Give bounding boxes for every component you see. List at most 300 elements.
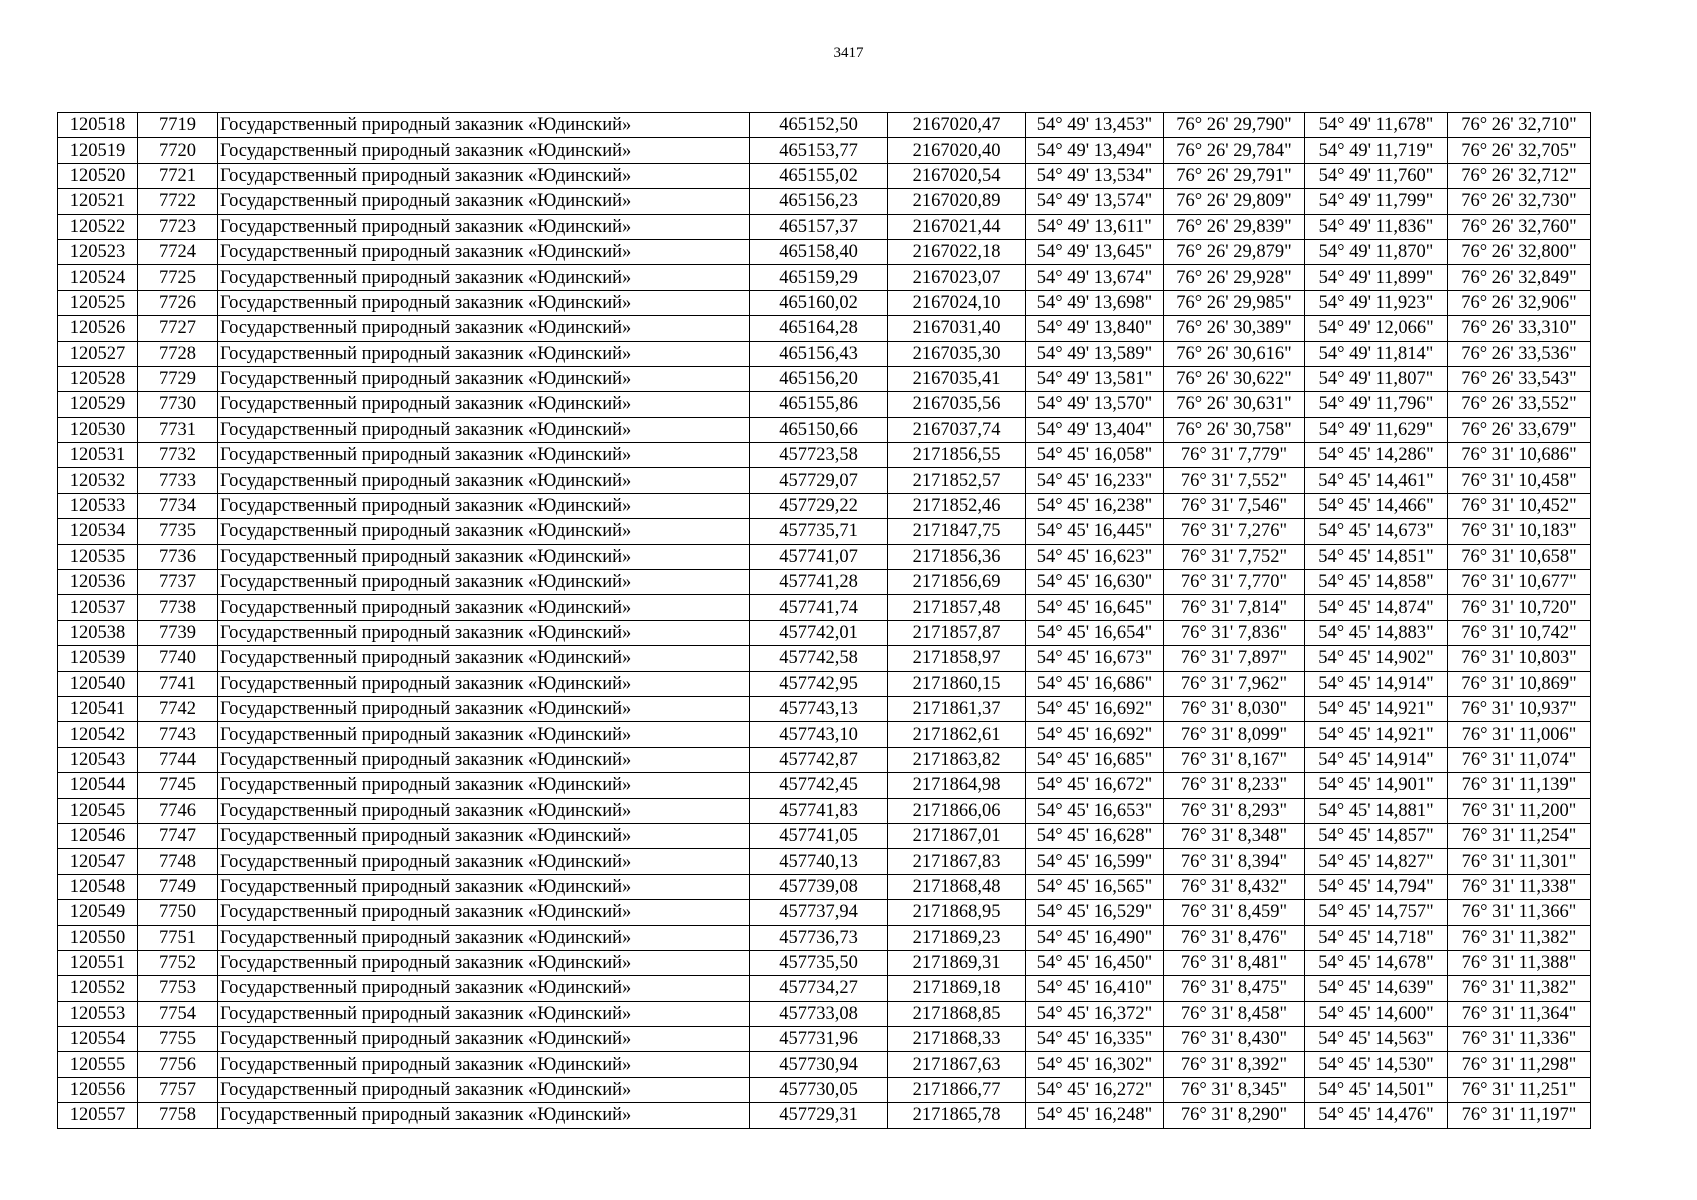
latitude-2-cell: 54° 45' 14,914" [1305, 671, 1448, 696]
x-coordinate-cell: 465155,02 [750, 163, 888, 188]
object-name-cell: Государственный природный заказник «Юдинский» [218, 214, 750, 239]
point-number-cell: 7734 [138, 493, 218, 518]
x-coordinate-cell: 457735,71 [750, 519, 888, 544]
object-name-cell: Государственный природный заказник «Юдинский» [218, 773, 750, 798]
y-coordinate-cell: 2167020,54 [888, 163, 1026, 188]
object-name-cell: Государственный природный заказник «Юдинский» [218, 417, 750, 442]
latitude-2-cell: 54° 45' 14,286" [1305, 443, 1448, 468]
object-name-cell: Государственный природный заказник «Юдинский» [218, 798, 750, 823]
row-number-cell: 120541 [58, 696, 138, 721]
latitude-1-cell: 54° 49' 13,645" [1026, 239, 1164, 264]
y-coordinate-cell: 2167020,89 [888, 189, 1026, 214]
longitude-1-cell: 76° 31' 7,779" [1164, 443, 1305, 468]
latitude-1-cell: 54° 45' 16,628" [1026, 823, 1164, 848]
table-row [58, 239, 1591, 264]
object-name-cell: Государственный природный заказник «Юдинский» [218, 722, 750, 747]
object-name-cell: Государственный природный заказник «Юдинский» [218, 493, 750, 518]
y-coordinate-cell: 2171857,87 [888, 620, 1026, 645]
latitude-1-cell: 54° 49' 13,570" [1026, 392, 1164, 417]
longitude-1-cell: 76° 31' 8,459" [1164, 900, 1305, 925]
longitude-2-cell: 76° 31' 11,366" [1448, 900, 1591, 925]
latitude-1-cell: 54° 45' 16,238" [1026, 493, 1164, 518]
row-number-cell: 120523 [58, 239, 138, 264]
latitude-1-cell: 54° 45' 16,450" [1026, 950, 1164, 975]
x-coordinate-cell: 465159,29 [750, 265, 888, 290]
longitude-2-cell: 76° 26' 33,536" [1448, 341, 1591, 366]
point-number-cell: 7757 [138, 1077, 218, 1102]
y-coordinate-cell: 2167021,44 [888, 214, 1026, 239]
row-number-cell: 120553 [58, 1001, 138, 1026]
point-number-cell: 7725 [138, 265, 218, 290]
object-name-cell: Государственный природный заказник «Юдинский» [218, 595, 750, 620]
table-row [58, 544, 1591, 569]
latitude-2-cell: 54° 45' 14,794" [1305, 874, 1448, 899]
y-coordinate-cell: 2171868,95 [888, 900, 1026, 925]
point-number-cell: 7741 [138, 671, 218, 696]
point-number-cell: 7753 [138, 976, 218, 1001]
longitude-1-cell: 76° 31' 7,770" [1164, 570, 1305, 595]
table-row [58, 798, 1591, 823]
latitude-2-cell: 54° 45' 14,678" [1305, 950, 1448, 975]
longitude-1-cell: 76° 31' 8,348" [1164, 823, 1305, 848]
point-number-cell: 7729 [138, 366, 218, 391]
latitude-2-cell: 54° 49' 11,760" [1305, 163, 1448, 188]
x-coordinate-cell: 465152,50 [750, 113, 888, 138]
object-name-cell: Государственный природный заказник «Юдинский» [218, 671, 750, 696]
latitude-2-cell: 54° 49' 11,814" [1305, 341, 1448, 366]
table-row [58, 646, 1591, 671]
latitude-1-cell: 54° 49' 13,840" [1026, 316, 1164, 341]
y-coordinate-cell: 2167020,40 [888, 138, 1026, 163]
table-row [58, 163, 1591, 188]
page-number: 3417 [833, 45, 864, 61]
object-name-cell: Государственный природный заказник «Юдинский» [218, 1027, 750, 1052]
point-number-cell: 7755 [138, 1027, 218, 1052]
object-name-cell: Государственный природный заказник «Юдинский» [218, 570, 750, 595]
object-name-cell: Государственный природный заказник «Юдинский» [218, 747, 750, 772]
row-number-cell: 120518 [58, 113, 138, 138]
longitude-2-cell: 76° 31' 10,677" [1448, 570, 1591, 595]
longitude-2-cell: 76° 26' 32,705" [1448, 138, 1591, 163]
row-number-cell: 120536 [58, 570, 138, 595]
table-row [58, 265, 1591, 290]
latitude-1-cell: 54° 49' 13,674" [1026, 265, 1164, 290]
y-coordinate-cell: 2171864,98 [888, 773, 1026, 798]
x-coordinate-cell: 457730,05 [750, 1077, 888, 1102]
row-number-cell: 120544 [58, 773, 138, 798]
y-coordinate-cell: 2171869,31 [888, 950, 1026, 975]
longitude-2-cell: 76° 31' 11,139" [1448, 773, 1591, 798]
longitude-1-cell: 76° 31' 7,752" [1164, 544, 1305, 569]
y-coordinate-cell: 2167035,41 [888, 366, 1026, 391]
y-coordinate-cell: 2171867,83 [888, 849, 1026, 874]
object-name-cell: Государственный природный заказник «Юдинский» [218, 163, 750, 188]
longitude-1-cell: 76° 26' 29,928" [1164, 265, 1305, 290]
table-row [58, 976, 1591, 1001]
point-number-cell: 7748 [138, 849, 218, 874]
latitude-1-cell: 54° 45' 16,654" [1026, 620, 1164, 645]
x-coordinate-cell: 457739,08 [750, 874, 888, 899]
x-coordinate-cell: 457729,22 [750, 493, 888, 518]
table-row [58, 392, 1591, 417]
point-number-cell: 7724 [138, 239, 218, 264]
longitude-1-cell: 76° 26' 30,758" [1164, 417, 1305, 442]
x-coordinate-cell: 457741,83 [750, 798, 888, 823]
point-number-cell: 7720 [138, 138, 218, 163]
point-number-cell: 7743 [138, 722, 218, 747]
longitude-2-cell: 76° 31' 11,254" [1448, 823, 1591, 848]
longitude-2-cell: 76° 31' 11,388" [1448, 950, 1591, 975]
longitude-1-cell: 76° 26' 30,631" [1164, 392, 1305, 417]
y-coordinate-cell: 2171860,15 [888, 671, 1026, 696]
object-name-cell: Государственный природный заказник «Юдинский» [218, 849, 750, 874]
row-number-cell: 120545 [58, 798, 138, 823]
longitude-1-cell: 76° 26' 29,790" [1164, 113, 1305, 138]
longitude-2-cell: 76° 26' 33,543" [1448, 366, 1591, 391]
latitude-1-cell: 54° 45' 16,302" [1026, 1052, 1164, 1077]
latitude-2-cell: 54° 49' 11,836" [1305, 214, 1448, 239]
longitude-2-cell: 76° 26' 32,800" [1448, 239, 1591, 264]
object-name-cell: Государственный природный заказник «Юдинский» [218, 392, 750, 417]
x-coordinate-cell: 457736,73 [750, 925, 888, 950]
longitude-2-cell: 76° 31' 11,197" [1448, 1103, 1591, 1128]
x-coordinate-cell: 457741,74 [750, 595, 888, 620]
point-number-cell: 7745 [138, 773, 218, 798]
latitude-1-cell: 54° 45' 16,335" [1026, 1027, 1164, 1052]
object-name-cell: Государственный природный заказник «Юдинский» [218, 341, 750, 366]
row-number-cell: 120520 [58, 163, 138, 188]
object-name-cell: Государственный природный заказник «Юдинский» [218, 544, 750, 569]
y-coordinate-cell: 2167023,07 [888, 265, 1026, 290]
longitude-2-cell: 76° 31' 11,336" [1448, 1027, 1591, 1052]
row-number-cell: 120551 [58, 950, 138, 975]
longitude-2-cell: 76° 26' 32,712" [1448, 163, 1591, 188]
table-row [58, 620, 1591, 645]
point-number-cell: 7754 [138, 1001, 218, 1026]
latitude-2-cell: 54° 45' 14,883" [1305, 620, 1448, 645]
table-row [58, 874, 1591, 899]
table-row [58, 519, 1591, 544]
point-number-cell: 7747 [138, 823, 218, 848]
point-number-cell: 7732 [138, 443, 218, 468]
y-coordinate-cell: 2171847,75 [888, 519, 1026, 544]
longitude-2-cell: 76° 31' 11,338" [1448, 874, 1591, 899]
table-row [58, 1077, 1591, 1102]
table-row [58, 773, 1591, 798]
longitude-2-cell: 76° 31' 10,937" [1448, 696, 1591, 721]
longitude-1-cell: 76° 31' 8,345" [1164, 1077, 1305, 1102]
table-row [58, 1001, 1591, 1026]
longitude-2-cell: 76° 26' 32,730" [1448, 189, 1591, 214]
row-number-cell: 120546 [58, 823, 138, 848]
x-coordinate-cell: 457741,07 [750, 544, 888, 569]
latitude-2-cell: 54° 45' 14,921" [1305, 722, 1448, 747]
longitude-1-cell: 76° 26' 29,791" [1164, 163, 1305, 188]
y-coordinate-cell: 2167035,30 [888, 341, 1026, 366]
latitude-1-cell: 54° 45' 16,565" [1026, 874, 1164, 899]
latitude-1-cell: 54° 49' 13,534" [1026, 163, 1164, 188]
latitude-1-cell: 54° 45' 16,692" [1026, 722, 1164, 747]
point-number-cell: 7728 [138, 341, 218, 366]
y-coordinate-cell: 2171867,01 [888, 823, 1026, 848]
latitude-2-cell: 54° 49' 11,899" [1305, 265, 1448, 290]
longitude-2-cell: 76° 31' 10,686" [1448, 443, 1591, 468]
table-row [58, 493, 1591, 518]
table-row [58, 316, 1591, 341]
point-number-cell: 7752 [138, 950, 218, 975]
y-coordinate-cell: 2171868,33 [888, 1027, 1026, 1052]
y-coordinate-cell: 2171852,46 [888, 493, 1026, 518]
object-name-cell: Государственный природный заказник «Юдинский» [218, 113, 750, 138]
point-number-cell: 7739 [138, 620, 218, 645]
latitude-1-cell: 54° 45' 16,248" [1026, 1103, 1164, 1128]
latitude-2-cell: 54° 49' 11,629" [1305, 417, 1448, 442]
longitude-2-cell: 76° 31' 11,200" [1448, 798, 1591, 823]
longitude-2-cell: 76° 26' 32,710" [1448, 113, 1591, 138]
x-coordinate-cell: 465160,02 [750, 290, 888, 315]
y-coordinate-cell: 2167022,18 [888, 239, 1026, 264]
object-name-cell: Государственный природный заказник «Юдинский» [218, 646, 750, 671]
row-number-cell: 120557 [58, 1103, 138, 1128]
x-coordinate-cell: 457741,28 [750, 570, 888, 595]
latitude-1-cell: 54° 45' 16,692" [1026, 696, 1164, 721]
table-row [58, 189, 1591, 214]
y-coordinate-cell: 2171858,97 [888, 646, 1026, 671]
row-number-cell: 120522 [58, 214, 138, 239]
longitude-2-cell: 76° 31' 10,720" [1448, 595, 1591, 620]
row-number-cell: 120537 [58, 595, 138, 620]
latitude-2-cell: 54° 45' 14,639" [1305, 976, 1448, 1001]
y-coordinate-cell: 2171868,85 [888, 1001, 1026, 1026]
x-coordinate-cell: 457743,13 [750, 696, 888, 721]
latitude-1-cell: 54° 49' 13,404" [1026, 417, 1164, 442]
table-row [58, 468, 1591, 493]
row-number-cell: 120528 [58, 366, 138, 391]
longitude-1-cell: 76° 31' 7,276" [1164, 519, 1305, 544]
x-coordinate-cell: 457743,10 [750, 722, 888, 747]
latitude-2-cell: 54° 49' 11,799" [1305, 189, 1448, 214]
latitude-1-cell: 54° 45' 16,653" [1026, 798, 1164, 823]
row-number-cell: 120554 [58, 1027, 138, 1052]
longitude-2-cell: 76° 31' 11,382" [1448, 976, 1591, 1001]
longitude-1-cell: 76° 31' 8,430" [1164, 1027, 1305, 1052]
x-coordinate-cell: 465150,66 [750, 417, 888, 442]
longitude-1-cell: 76° 31' 8,481" [1164, 950, 1305, 975]
longitude-2-cell: 76° 26' 32,906" [1448, 290, 1591, 315]
latitude-2-cell: 54° 45' 14,530" [1305, 1052, 1448, 1077]
table-row [58, 671, 1591, 696]
table-row [58, 417, 1591, 442]
x-coordinate-cell: 457729,07 [750, 468, 888, 493]
x-coordinate-cell: 457742,58 [750, 646, 888, 671]
latitude-2-cell: 54° 45' 14,914" [1305, 747, 1448, 772]
y-coordinate-cell: 2171869,23 [888, 925, 1026, 950]
longitude-2-cell: 76° 31' 11,251" [1448, 1077, 1591, 1102]
latitude-1-cell: 54° 45' 16,529" [1026, 900, 1164, 925]
point-number-cell: 7758 [138, 1103, 218, 1128]
row-number-cell: 120540 [58, 671, 138, 696]
row-number-cell: 120526 [58, 316, 138, 341]
table-row [58, 823, 1591, 848]
table-row [58, 443, 1591, 468]
point-number-cell: 7756 [138, 1052, 218, 1077]
latitude-1-cell: 54° 45' 16,685" [1026, 747, 1164, 772]
y-coordinate-cell: 2171868,48 [888, 874, 1026, 899]
x-coordinate-cell: 457742,01 [750, 620, 888, 645]
latitude-2-cell: 54° 45' 14,857" [1305, 823, 1448, 848]
longitude-1-cell: 76° 31' 8,458" [1164, 1001, 1305, 1026]
table-row [58, 341, 1591, 366]
latitude-2-cell: 54° 49' 11,923" [1305, 290, 1448, 315]
object-name-cell: Государственный природный заказник «Юдинский» [218, 1052, 750, 1077]
latitude-2-cell: 54° 49' 12,066" [1305, 316, 1448, 341]
object-name-cell: Государственный природный заказник «Юдинский» [218, 900, 750, 925]
latitude-1-cell: 54° 49' 13,589" [1026, 341, 1164, 366]
y-coordinate-cell: 2167020,47 [888, 113, 1026, 138]
latitude-2-cell: 54° 45' 14,902" [1305, 646, 1448, 671]
latitude-1-cell: 54° 49' 13,698" [1026, 290, 1164, 315]
y-coordinate-cell: 2171856,55 [888, 443, 1026, 468]
object-name-cell: Государственный природный заказник «Юдинский» [218, 443, 750, 468]
object-name-cell: Государственный природный заказник «Юдинский» [218, 976, 750, 1001]
longitude-1-cell: 76° 31' 8,167" [1164, 747, 1305, 772]
latitude-1-cell: 54° 45' 16,645" [1026, 595, 1164, 620]
x-coordinate-cell: 465164,28 [750, 316, 888, 341]
row-number-cell: 120538 [58, 620, 138, 645]
x-coordinate-cell: 465155,86 [750, 392, 888, 417]
row-number-cell: 120519 [58, 138, 138, 163]
longitude-2-cell: 76° 31' 10,869" [1448, 671, 1591, 696]
table-row [58, 214, 1591, 239]
table-row [58, 366, 1591, 391]
longitude-1-cell: 76° 26' 30,616" [1164, 341, 1305, 366]
object-name-cell: Государственный природный заказник «Юдинский» [218, 1001, 750, 1026]
longitude-2-cell: 76° 31' 11,006" [1448, 722, 1591, 747]
object-name-cell: Государственный природный заказник «Юдинский» [218, 950, 750, 975]
point-number-cell: 7735 [138, 519, 218, 544]
longitude-2-cell: 76° 31' 11,364" [1448, 1001, 1591, 1026]
row-number-cell: 120542 [58, 722, 138, 747]
object-name-cell: Государственный природный заказник «Юдинский» [218, 468, 750, 493]
point-number-cell: 7750 [138, 900, 218, 925]
longitude-2-cell: 76° 31' 10,803" [1448, 646, 1591, 671]
longitude-1-cell: 76° 31' 8,394" [1164, 849, 1305, 874]
row-number-cell: 120550 [58, 925, 138, 950]
latitude-1-cell: 54° 49' 13,611" [1026, 214, 1164, 239]
latitude-2-cell: 54° 49' 11,678" [1305, 113, 1448, 138]
latitude-1-cell: 54° 49' 13,581" [1026, 366, 1164, 391]
row-number-cell: 120527 [58, 341, 138, 366]
latitude-2-cell: 54° 49' 11,719" [1305, 138, 1448, 163]
longitude-1-cell: 76° 26' 30,389" [1164, 316, 1305, 341]
y-coordinate-cell: 2171856,69 [888, 570, 1026, 595]
point-number-cell: 7746 [138, 798, 218, 823]
latitude-1-cell: 54° 45' 16,630" [1026, 570, 1164, 595]
point-number-cell: 7721 [138, 163, 218, 188]
y-coordinate-cell: 2171852,57 [888, 468, 1026, 493]
longitude-1-cell: 76° 26' 29,809" [1164, 189, 1305, 214]
row-number-cell: 120521 [58, 189, 138, 214]
x-coordinate-cell: 465158,40 [750, 239, 888, 264]
y-coordinate-cell: 2171867,63 [888, 1052, 1026, 1077]
x-coordinate-cell: 457740,13 [750, 849, 888, 874]
table-row [58, 849, 1591, 874]
longitude-1-cell: 76° 31' 7,814" [1164, 595, 1305, 620]
x-coordinate-cell: 457742,87 [750, 747, 888, 772]
table-row [58, 747, 1591, 772]
latitude-1-cell: 54° 45' 16,599" [1026, 849, 1164, 874]
object-name-cell: Государственный природный заказник «Юдинский» [218, 519, 750, 544]
object-name-cell: Государственный природный заказник «Юдинский» [218, 925, 750, 950]
latitude-1-cell: 54° 45' 16,672" [1026, 773, 1164, 798]
latitude-1-cell: 54° 45' 16,490" [1026, 925, 1164, 950]
row-number-cell: 120549 [58, 900, 138, 925]
table-row [58, 290, 1591, 315]
point-number-cell: 7751 [138, 925, 218, 950]
table-row [58, 138, 1591, 163]
point-number-cell: 7722 [138, 189, 218, 214]
row-number-cell: 120524 [58, 265, 138, 290]
longitude-2-cell: 76° 26' 33,552" [1448, 392, 1591, 417]
latitude-2-cell: 54° 45' 14,501" [1305, 1077, 1448, 1102]
latitude-1-cell: 54° 45' 16,445" [1026, 519, 1164, 544]
longitude-1-cell: 76° 31' 7,546" [1164, 493, 1305, 518]
y-coordinate-cell: 2167031,40 [888, 316, 1026, 341]
table-row [58, 595, 1591, 620]
x-coordinate-cell: 465156,43 [750, 341, 888, 366]
point-number-cell: 7733 [138, 468, 218, 493]
y-coordinate-cell: 2171862,61 [888, 722, 1026, 747]
longitude-1-cell: 76° 31' 8,030" [1164, 696, 1305, 721]
latitude-2-cell: 54° 45' 14,600" [1305, 1001, 1448, 1026]
y-coordinate-cell: 2167024,10 [888, 290, 1026, 315]
latitude-2-cell: 54° 45' 14,461" [1305, 468, 1448, 493]
longitude-2-cell: 76° 31' 11,298" [1448, 1052, 1591, 1077]
object-name-cell: Государственный природный заказник «Юдинский» [218, 239, 750, 264]
object-name-cell: Государственный природный заказник «Юдинский» [218, 620, 750, 645]
latitude-1-cell: 54° 45' 16,673" [1026, 646, 1164, 671]
object-name-cell: Государственный природный заказник «Юдинский» [218, 823, 750, 848]
object-name-cell: Государственный природный заказник «Юдинский» [218, 316, 750, 341]
row-number-cell: 120556 [58, 1077, 138, 1102]
point-number-cell: 7730 [138, 392, 218, 417]
point-number-cell: 7738 [138, 595, 218, 620]
point-number-cell: 7723 [138, 214, 218, 239]
point-number-cell: 7749 [138, 874, 218, 899]
table-row [58, 950, 1591, 975]
longitude-1-cell: 76° 31' 7,897" [1164, 646, 1305, 671]
row-number-cell: 120539 [58, 646, 138, 671]
table-row [58, 696, 1591, 721]
x-coordinate-cell: 465156,20 [750, 366, 888, 391]
longitude-1-cell: 76° 31' 7,962" [1164, 671, 1305, 696]
point-number-cell: 7737 [138, 570, 218, 595]
row-number-cell: 120552 [58, 976, 138, 1001]
latitude-2-cell: 54° 45' 14,921" [1305, 696, 1448, 721]
object-name-cell: Государственный природный заказник «Юдинский» [218, 138, 750, 163]
longitude-2-cell: 76° 31' 10,452" [1448, 493, 1591, 518]
latitude-2-cell: 54° 45' 14,563" [1305, 1027, 1448, 1052]
latitude-2-cell: 54° 45' 14,466" [1305, 493, 1448, 518]
object-name-cell: Государственный природный заказник «Юдинский» [218, 1077, 750, 1102]
y-coordinate-cell: 2171863,82 [888, 747, 1026, 772]
longitude-1-cell: 76° 31' 8,476" [1164, 925, 1305, 950]
point-number-cell: 7744 [138, 747, 218, 772]
point-number-cell: 7736 [138, 544, 218, 569]
x-coordinate-cell: 457735,50 [750, 950, 888, 975]
latitude-2-cell: 54° 49' 11,796" [1305, 392, 1448, 417]
table-row [58, 900, 1591, 925]
